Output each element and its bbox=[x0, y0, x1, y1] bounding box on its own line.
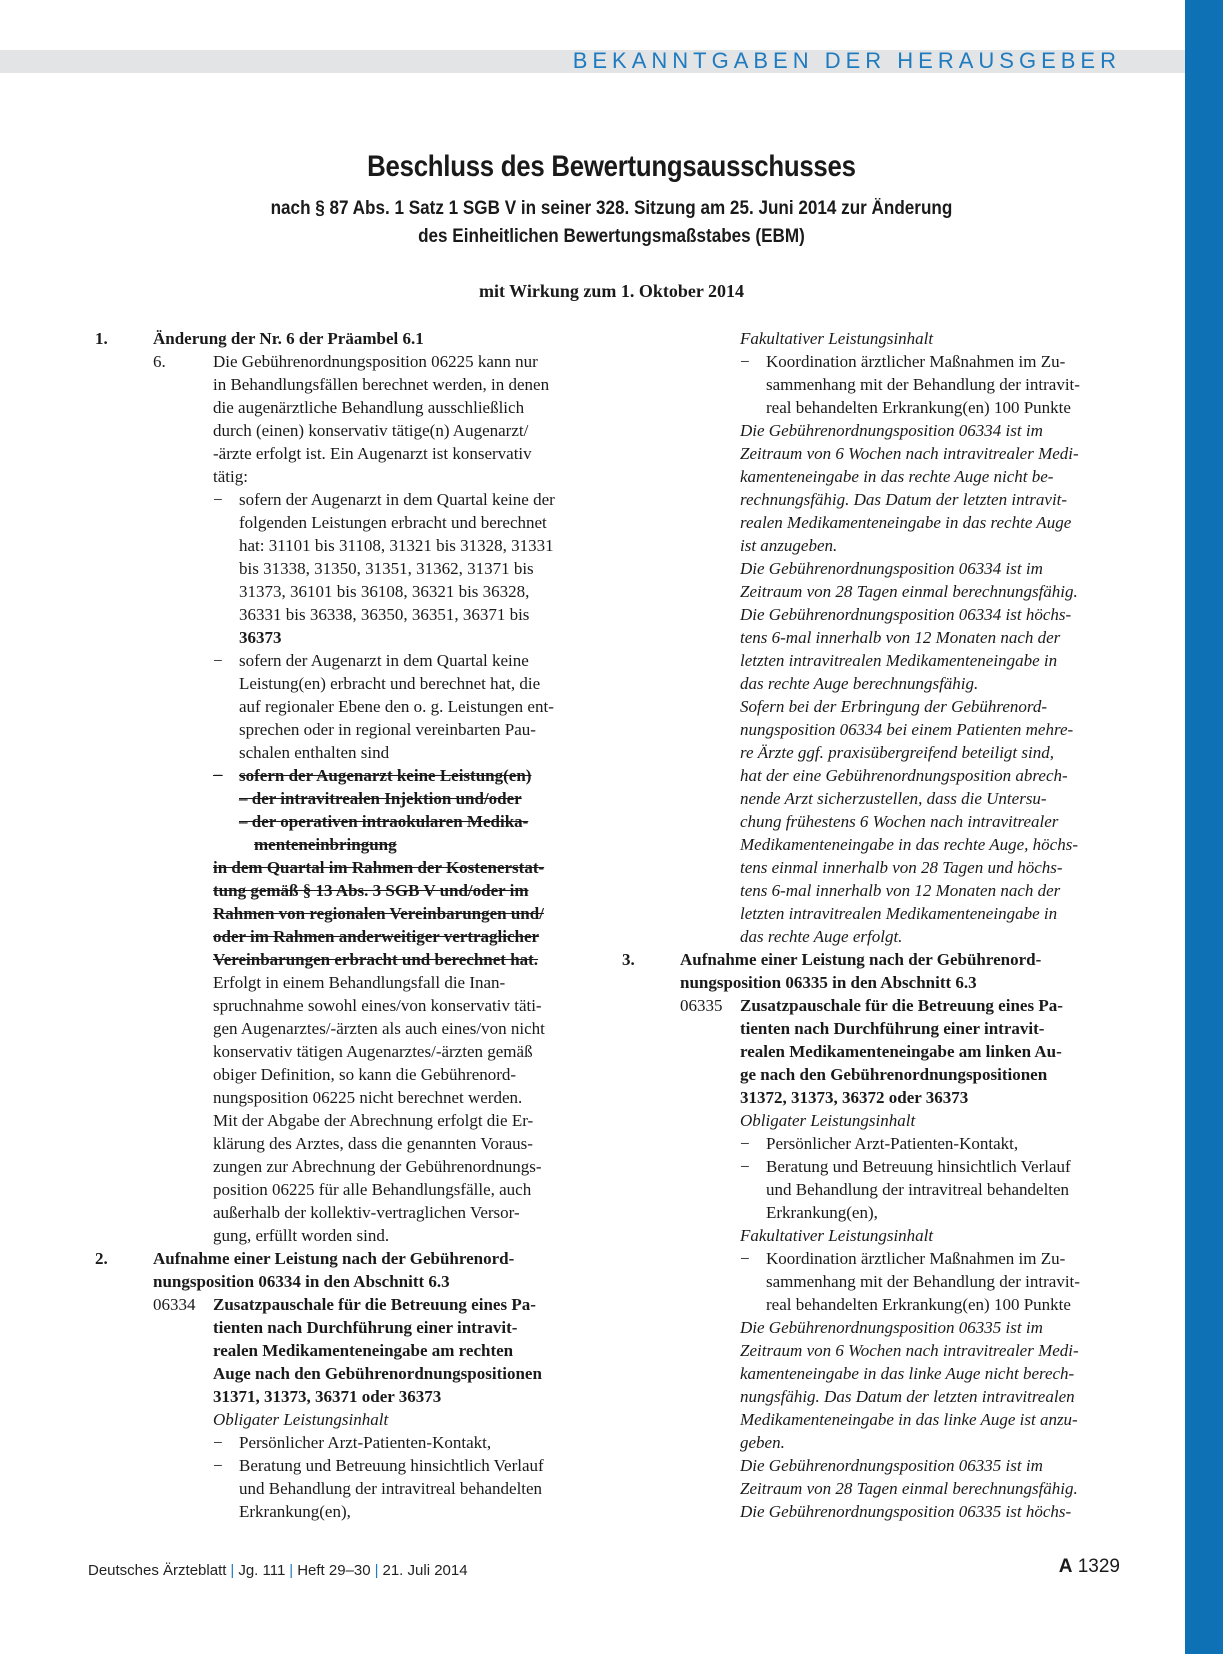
text-line: 6. bbox=[153, 352, 166, 371]
page-number bbox=[1059, 1556, 1120, 1578]
footer-issue: Heft 29–30 bbox=[297, 1562, 371, 1579]
footer-separator: | bbox=[289, 1562, 294, 1579]
text-line: Sofern bei der Erbringung der Gebührenord- bbox=[740, 697, 1048, 716]
text-line: sofern der Augenarzt in dem Quartal keine der bbox=[239, 490, 555, 509]
text-line: hat: 31101 bis 31108, 31321 bis 31328, 31331 bbox=[239, 536, 554, 555]
text-line: − bbox=[740, 1134, 750, 1153]
text-line: Erkrankung(en), bbox=[239, 1502, 351, 1521]
text-line: tienten nach Durchführung einer intravit- bbox=[213, 1318, 518, 1337]
text-line: tung gemäß § 13 Abs. 3 SGB V und/oder im bbox=[213, 881, 529, 900]
text-line: − bbox=[213, 1456, 223, 1475]
text-line: sprechen oder in regional vereinbarten Pau- bbox=[239, 720, 536, 739]
text-line: geben. bbox=[740, 1433, 785, 1452]
text-line: tens 6-mal innerhalb von 12 Monaten nach der bbox=[740, 881, 1061, 900]
text-line: in dem Quartal im Rahmen der Kostenerstat- bbox=[213, 858, 545, 877]
text-line: Persönlicher Arzt-Patienten-Kontakt, bbox=[239, 1433, 492, 1452]
text-line: Obligater Leistungsinhalt bbox=[740, 1111, 916, 1130]
text-line: hat der eine Gebührenordnungsposition abrech- bbox=[740, 766, 1068, 785]
text-line: 3. bbox=[622, 950, 635, 969]
text-line: tens einmal innerhalb von 28 Tagen und höchs- bbox=[740, 858, 1063, 877]
text-line: Persönlicher Arzt-Patienten-Kontakt, bbox=[766, 1134, 1019, 1153]
text-line: gung, erfüllt worden sind. bbox=[213, 1226, 390, 1245]
footer-separator: | bbox=[230, 1562, 235, 1579]
text-line: − bbox=[213, 766, 223, 785]
text-line: außerhalb der kollektiv-vertraglichen Versor- bbox=[213, 1203, 520, 1222]
text-line: Mit der Abgabe der Abrechnung erfolgt die Er- bbox=[213, 1111, 534, 1130]
text-line: sofern der Augenarzt keine Leistung(en) bbox=[239, 766, 532, 785]
text-line: Rahmen von regionalen Vereinbarungen und/ bbox=[213, 904, 544, 923]
text-line: − bbox=[213, 490, 223, 509]
text-line: Die Gebührenordnungsposition 06334 ist im bbox=[740, 421, 1043, 440]
page-prefix: A bbox=[1058, 1556, 1073, 1577]
text-line: 36331 bis 36338, 36350, 36351, 36371 bis bbox=[239, 605, 530, 624]
footer-date: 21. Juli 2014 bbox=[382, 1562, 468, 1579]
text-line: − bbox=[740, 1249, 750, 1268]
text-line: – der operativen intraokularen Medika- bbox=[239, 812, 529, 831]
article-subtitle-line-2: des Einheitlichen Bewertungsmaßstabes (EBM) bbox=[418, 226, 805, 247]
text-line: menteneinbringung bbox=[254, 835, 397, 854]
text-line: – der intravitrealen Injektion und/oder bbox=[239, 789, 522, 808]
text-line: Erfolgt in einem Behandlungsfall die Inan- bbox=[213, 973, 506, 992]
text-line: Beratung und Betreuung hinsichtlich Verlauf bbox=[239, 1456, 544, 1475]
text-line: Auge nach den Gebührenordnungspositionen bbox=[213, 1364, 542, 1383]
text-line: letzten intravitrealen Medikamenteneingabe in bbox=[740, 651, 1058, 670]
text-line: Die Gebührenordnungsposition 06334 ist im bbox=[740, 559, 1043, 578]
text-line: Zeitraum von 6 Wochen nach intravitrealer Medi- bbox=[740, 444, 1079, 463]
footer-separator: | bbox=[374, 1562, 379, 1579]
text-line: − bbox=[740, 352, 750, 371]
text-line: spruchnahme sowohl eines/von konservativ täti- bbox=[213, 996, 542, 1015]
text-line: oder im Rahmen anderweitiger vertraglicher bbox=[213, 927, 540, 946]
text-line: Medikamenteneingabe in das rechte Auge, höchs- bbox=[740, 835, 1079, 854]
page-number-value: 1329 bbox=[1077, 1556, 1120, 1577]
text-line: Fakultativer Leistungsinhalt bbox=[740, 329, 934, 348]
text-line: die augenärztliche Behandlung ausschließlich bbox=[213, 398, 525, 417]
text-line: nungsposition 06334 bei einem Patienten mehre- bbox=[740, 720, 1074, 739]
text-line: Obligater Leistungsinhalt bbox=[213, 1410, 389, 1429]
text-line: tätig: bbox=[213, 467, 248, 486]
text-line: durch (einen) konservativ tätige(n) Augenarzt/ bbox=[213, 421, 529, 440]
text-line: Beratung und Betreuung hinsichtlich Verlauf bbox=[766, 1157, 1071, 1176]
text-line: Fakultativer Leistungsinhalt bbox=[740, 1226, 934, 1245]
text-line: − bbox=[213, 651, 223, 670]
text-line: Die Gebührenordnungsposition 06335 ist höchs- bbox=[740, 1502, 1072, 1521]
text-line: tens 6-mal innerhalb von 12 Monaten nach der bbox=[740, 628, 1061, 647]
text-line: kamenteneingabe in das linke Auge nicht berech- bbox=[740, 1364, 1075, 1383]
text-line: 31372, 31373, 36372 oder 36373 bbox=[740, 1088, 969, 1107]
text-line: Vereinbarungen erbracht und berechnet hat. bbox=[213, 950, 539, 969]
text-line: sammenhang mit der Behandlung der intravit- bbox=[766, 375, 1080, 394]
text-line: sammenhang mit der Behandlung der intravit- bbox=[766, 1272, 1080, 1291]
text-line: letzten intravitrealen Medikamenteneingabe in bbox=[740, 904, 1058, 923]
section-label: BEKANNTGABEN DER HERAUSGEBER bbox=[572, 48, 1121, 73]
text-line: klärung des Arztes, dass die genannten Voraus- bbox=[213, 1134, 533, 1153]
text-line: nungsposition 06335 in den Abschnitt 6.3 bbox=[680, 973, 977, 992]
text-line: konservativ tätigen Augenarztes/-ärzten gemäß bbox=[213, 1042, 533, 1061]
text-line: das rechte Auge erfolgt. bbox=[740, 927, 903, 946]
text-line: Zeitraum von 28 Tagen einmal berechnungsfähig. bbox=[740, 582, 1078, 601]
text-line: folgenden Leistungen erbracht und berechnet bbox=[239, 513, 547, 532]
text-line: und Behandlung der intravitreal behandelten bbox=[239, 1479, 543, 1498]
text-line: auf regionaler Ebene den o. g. Leistungen ent- bbox=[239, 697, 554, 716]
text-line: 2. bbox=[95, 1249, 108, 1268]
text-line: 06334 bbox=[153, 1295, 196, 1314]
text-line: real behandelten Erkrankung(en) 100 Punkte bbox=[766, 398, 1071, 417]
text-line: realen Medikamenteneingabe am linken Au- bbox=[740, 1042, 1062, 1061]
article-subtitle-line-1: nach § 87 Abs. 1 Satz 1 SGB V in seiner 328. Sitzung am 25. Juni 2014 zur Änderung bbox=[270, 198, 953, 219]
text-line: 36373 bbox=[239, 628, 282, 647]
text-line: Aufnahme einer Leistung nach der Gebührenord- bbox=[680, 950, 1042, 969]
text-line: 06335 bbox=[680, 996, 723, 1015]
text-line: zungen zur Abrechnung der Gebührenordnungs- bbox=[213, 1157, 542, 1176]
text-line: sofern der Augenarzt in dem Quartal keine bbox=[239, 651, 529, 670]
text-line: 31373, 36101 bis 36108, 36321 bis 36328, bbox=[239, 582, 530, 601]
text-line: nungsposition 06334 in den Abschnitt 6.3 bbox=[153, 1272, 450, 1291]
text-line: ge nach den Gebührenordnungspositionen bbox=[740, 1065, 1048, 1084]
text-line: re Ärzte ggf. praxisübergreifend beteiligt sind, bbox=[740, 743, 1054, 762]
text-line: kamenteneingabe in das rechte Auge nicht be- bbox=[740, 467, 1054, 486]
text-line: Zusatzpauschale für die Betreuung eines Pa- bbox=[740, 996, 1063, 1015]
text-line: − bbox=[213, 1433, 223, 1452]
article-title: Beschluss des Bewertungsausschusses bbox=[367, 150, 856, 183]
text-line: realen Medikamenteneingabe in das rechte Auge bbox=[740, 513, 1072, 532]
text-line: chung frühestens 6 Wochen nach intravitrealer bbox=[740, 812, 1059, 831]
text-line: Die Gebührenordnungsposition 06225 kann nur bbox=[213, 352, 538, 371]
text-line: Die Gebührenordnungsposition 06334 ist höchs- bbox=[740, 605, 1072, 624]
text-line: 31371, 31373, 36371 oder 36373 bbox=[213, 1387, 442, 1406]
effective-date: mit Wirkung zum 1. Oktober 2014 bbox=[478, 281, 745, 301]
text-line: 1. bbox=[95, 329, 108, 348]
text-line: nungsposition 06225 nicht berechnet werden. bbox=[213, 1088, 523, 1107]
text-line: Zeitraum von 6 Wochen nach intravitrealer Medi- bbox=[740, 1341, 1079, 1360]
text-line: nungsfähig. Das Datum der letzten intravitrealen bbox=[740, 1387, 1075, 1406]
text-line: Die Gebührenordnungsposition 06335 ist im bbox=[740, 1456, 1043, 1475]
text-line: nende Arzt sicherzustellen, dass die Untersu- bbox=[740, 789, 1047, 808]
text-line: − bbox=[740, 1157, 750, 1176]
text-line: Medikamenteneingabe in das linke Auge ist anzu- bbox=[740, 1410, 1078, 1429]
text-line: Aufnahme einer Leistung nach der Gebührenord- bbox=[153, 1249, 515, 1268]
footer-journal: Deutsches Ärzteblatt bbox=[88, 1562, 227, 1579]
text-line: obiger Definition, so kann die Gebührenord- bbox=[213, 1065, 517, 1084]
text-line: bis 31338, 31350, 31351, 31362, 31371 bis bbox=[239, 559, 534, 578]
text-line: Zusatzpauschale für die Betreuung eines Pa- bbox=[213, 1295, 536, 1314]
text-line: real behandelten Erkrankung(en) 100 Punkte bbox=[766, 1295, 1071, 1314]
text-line: gen Augenarztes/-ärzten als auch eines/von nicht bbox=[213, 1019, 545, 1038]
text-line: realen Medikamenteneingabe am rechten bbox=[213, 1341, 514, 1360]
text-line: Die Gebührenordnungsposition 06335 ist im bbox=[740, 1318, 1043, 1337]
text-line: Erkrankung(en), bbox=[766, 1203, 878, 1222]
text-line: tienten nach Durchführung einer intravit- bbox=[740, 1019, 1045, 1038]
side-color-bar bbox=[1185, 0, 1223, 1654]
text-line: Zeitraum von 28 Tagen einmal berechnungsfähig. bbox=[740, 1479, 1078, 1498]
text-line: ist anzugeben. bbox=[740, 536, 838, 555]
text-line: Leistung(en) erbracht und berechnet hat, die bbox=[239, 674, 541, 693]
text-line: schalen enthalten sind bbox=[239, 743, 390, 762]
text-line: in Behandlungsfällen berechnet werden, in denen bbox=[213, 375, 550, 394]
footer-citation bbox=[88, 1562, 468, 1579]
text-line: rechnungsfähig. Das Datum der letzten intravit- bbox=[740, 490, 1068, 509]
text-line: position 06225 für alle Behandlungsfälle, auch bbox=[213, 1180, 532, 1199]
text-line: das rechte Auge berechnungsfähig. bbox=[740, 674, 979, 693]
text-line: Koordination ärztlicher Maßnahmen im Zu- bbox=[766, 352, 1066, 371]
text-line: Änderung der Nr. 6 der Präambel 6.1 bbox=[153, 329, 424, 348]
footer-volume: Jg. 111 bbox=[238, 1562, 286, 1579]
text-line: Koordination ärztlicher Maßnahmen im Zu- bbox=[766, 1249, 1066, 1268]
text-line: -ärzte erfolgt ist. Ein Augenarzt ist konservativ bbox=[213, 444, 532, 463]
text-line: und Behandlung der intravitreal behandelten bbox=[766, 1180, 1070, 1199]
